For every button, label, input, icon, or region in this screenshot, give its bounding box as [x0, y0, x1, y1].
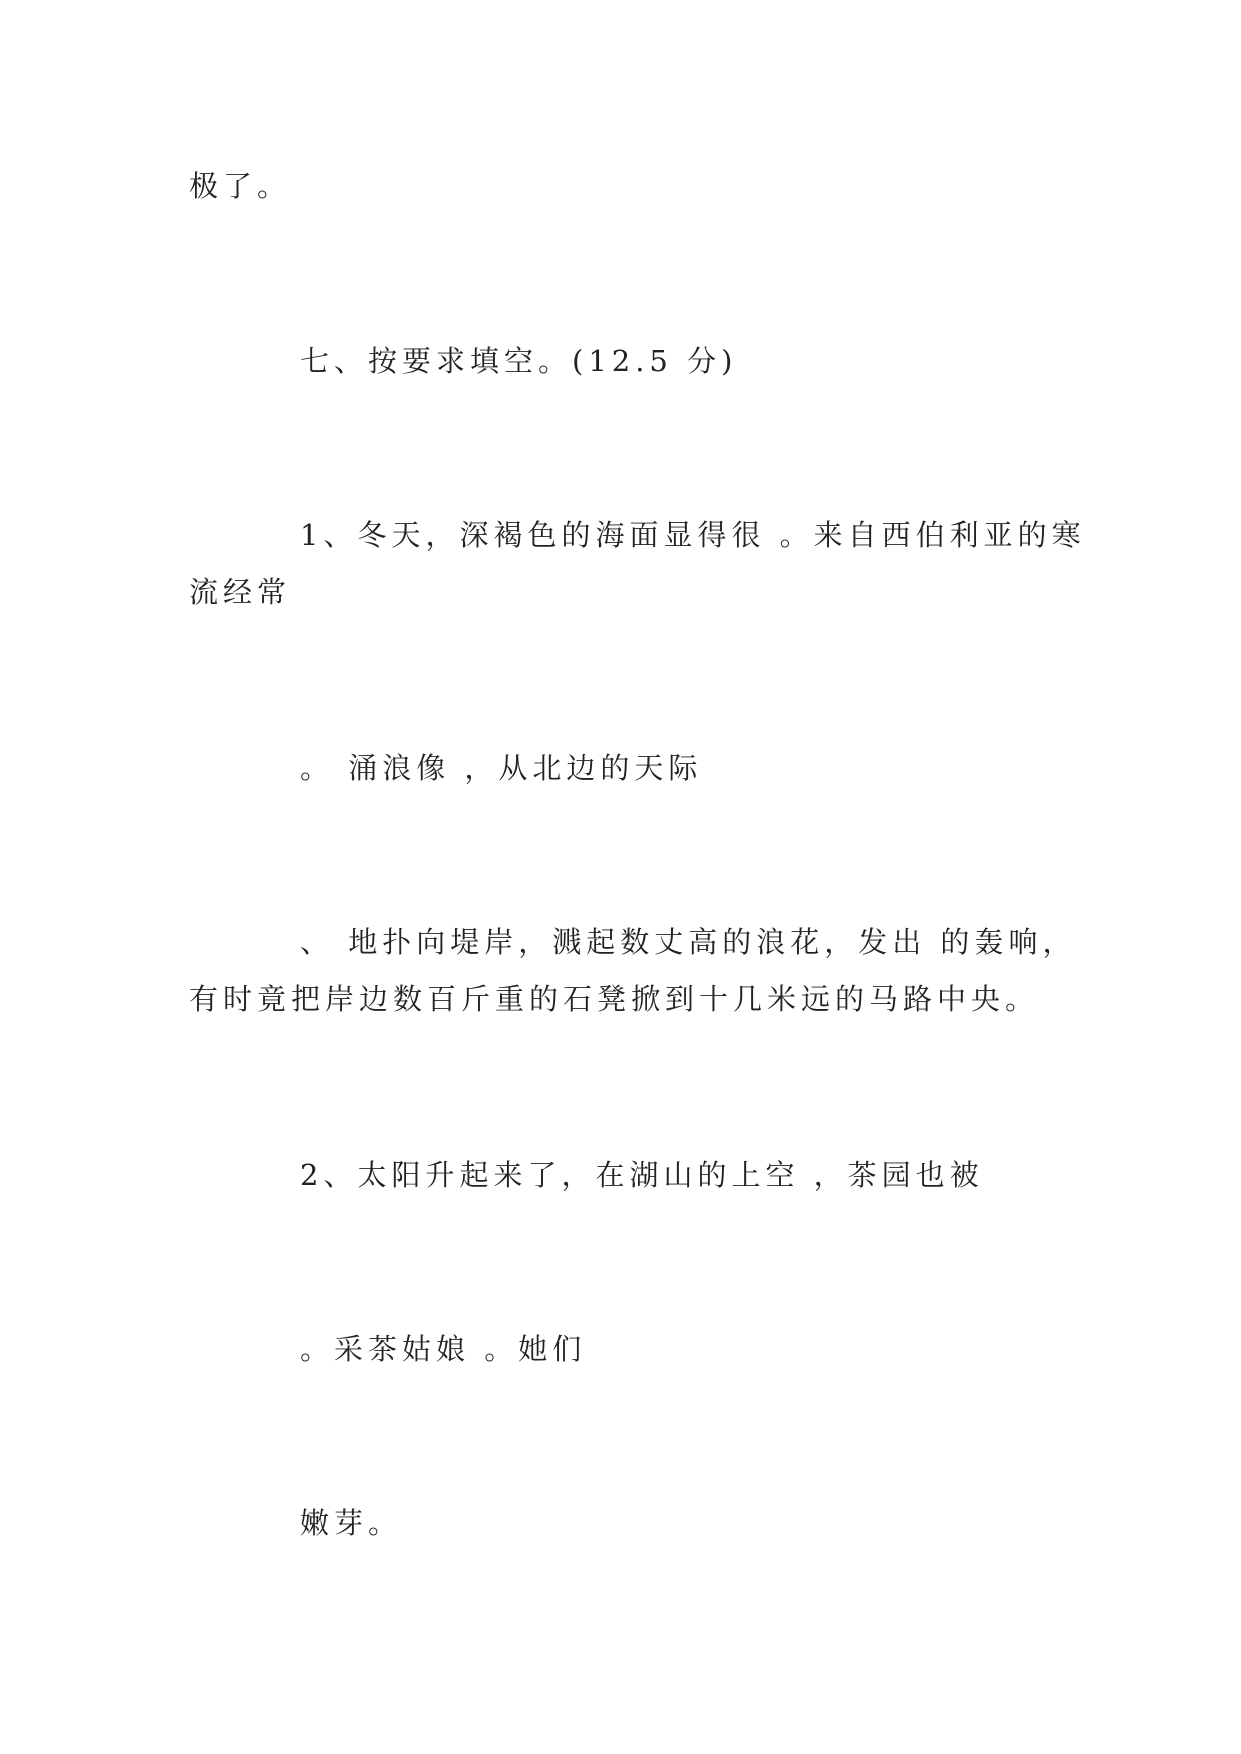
section-heading: 七、按要求填空。(12.5 分) [300, 344, 738, 378]
question-1-line-4: 、 地扑向堤岸，溅起数丈高的浪花，发出 的轰响， [300, 925, 1077, 959]
question-1-line-5: 有时竟把岸边数百斤重的石凳掀到十几米远的马路中央。 [189, 982, 1040, 1016]
question-2-line-2: 。采茶姑娘 。她们 [300, 1332, 587, 1366]
text-line-continuation: 极了。 [189, 169, 292, 203]
question-1-line-2: 流经常 [189, 575, 292, 609]
question-1-line-3: 。 涌浪像 ，从北边的天际 [300, 751, 703, 785]
question-2-line-3: 嫩芽。 [300, 1506, 403, 1540]
question-1-line-1: 1、冬天，深褐色的海面显得很 。来自西伯利亚的寒 [300, 518, 1086, 552]
question-2-line-1: 2、太阳升起来了，在湖山的上空 ，茶园也被 [300, 1158, 984, 1192]
